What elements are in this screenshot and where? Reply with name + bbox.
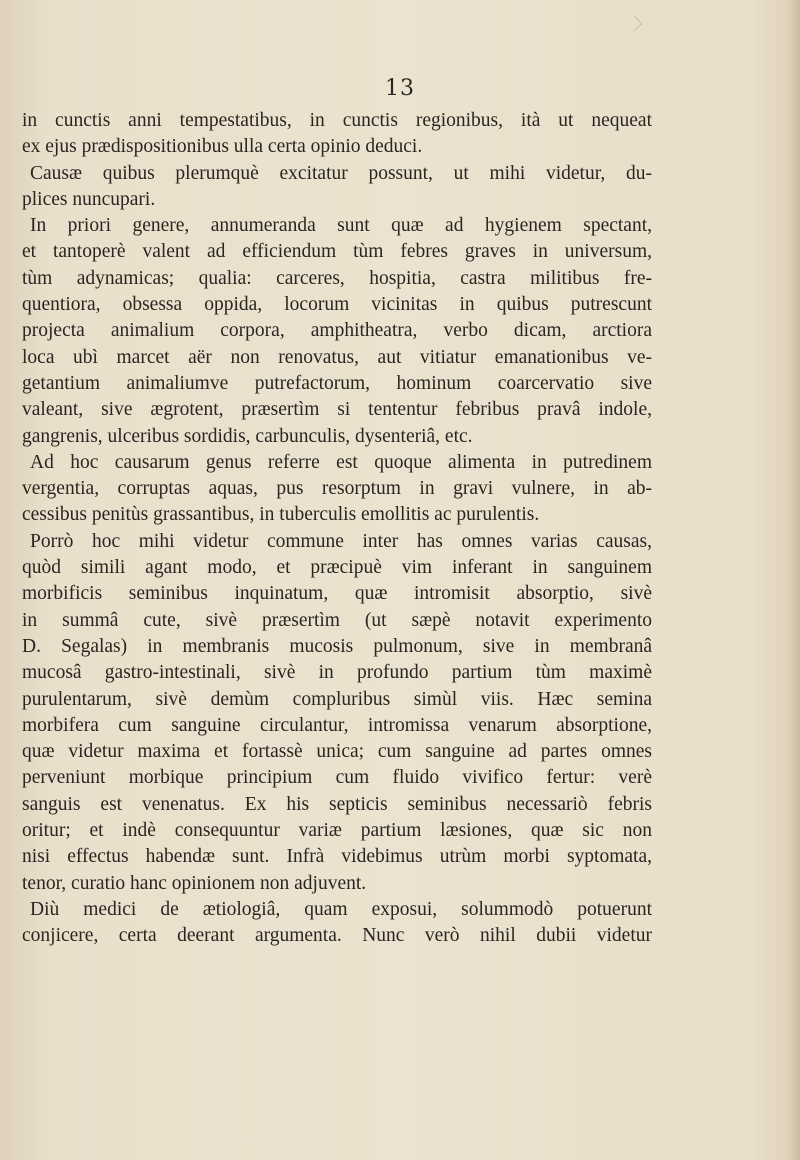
text-line: mucosâ gastro-intestinali, sivè in profundo partium tùm maximè <box>22 662 652 684</box>
paragraph <box>22 108 652 161</box>
text-line: quòd simili agant modo, et præcipuè vim inferant in sanguinem <box>22 557 652 579</box>
text-line: gangrenis, ulceribus sordidis, carbunculis, dysenteriâ, etc. <box>22 425 473 447</box>
text-line: tenor, curatio hanc opinionem non adjuvent. <box>22 872 367 894</box>
text-line: morbificis seminibus inquinatum, quæ intromisit absorptio, sivè <box>22 583 652 605</box>
page-edge-shadow <box>786 0 800 1160</box>
paragraph <box>22 450 652 529</box>
text-line: in summâ cute, sivè præsertìm (ut sæpè notavit experimento <box>22 609 652 631</box>
text-line: sanguis est venenatus. Ex his septicis seminibus necessariò febris <box>22 793 652 815</box>
text-line: In priori genere, annumeranda sunt quæ ad hygienem spectant, <box>30 215 652 237</box>
text-line: ex ejus prædispositionibus ulla certa opinio deduci. <box>22 136 423 158</box>
page-corner-fold <box>627 16 642 31</box>
text-line: loca ubì marcet aër non renovatus, aut vitiatur emanationibus ve- <box>22 346 652 368</box>
text-line: morbifera cum sanguine circulantur, intromissa venarum absorptione, <box>22 714 652 736</box>
text-line: vergentia, corruptas aquas, pus resorptum in gravi vulnere, in ab- <box>22 478 652 500</box>
text-line: perveniunt morbique principium cum fluido vivifico fertur: verè <box>22 767 652 789</box>
text-line: D. Segalas) in membranis mucosis pulmonum, sive in membranâ <box>22 635 652 657</box>
text-line: quæ videtur maxima et fortassè unica; cum sanguine ad partes omnes <box>22 741 652 763</box>
body-text <box>22 108 652 950</box>
text-line: oritur; et indè consequuntur variæ partium læsiones, quæ sic non <box>22 820 652 842</box>
text-line: in cunctis anni tempestatibus, in cunctis regionibus, ità ut nequeat <box>22 110 652 131</box>
paragraph <box>22 529 652 897</box>
text-line: quentiora, obsessa oppida, locorum vicinitas in quibus putrescunt <box>22 294 652 316</box>
text-line: nisi effectus habendæ sunt. Infrà videbimus utrùm morbi syptomata, <box>22 846 652 868</box>
text-line: conjicere, certa deerant argumenta. Nunc verò nihil dubii videtur <box>22 925 652 947</box>
text-line: valeant, sive ægrotent, præsertìm si tententur febribus pravâ indole, <box>22 399 652 421</box>
text-line: et tantoperè valent ad efficiendum tùm febres graves in universum, <box>22 241 652 263</box>
page-number: 13 <box>385 76 415 101</box>
text-line: projecta animalium corpora, amphitheatra, verbo dicam, arctiora <box>22 320 652 342</box>
paragraph <box>22 161 652 214</box>
text-line: cessibus penitùs grassantibus, in tuberculis emollitis ac purulentis. <box>22 504 540 526</box>
text-line: tùm adynamicas; qualia: carceres, hospitia, castra militibus fre- <box>22 267 652 289</box>
text-line: Ad hoc causarum genus referre est quoque alimenta in putredinem <box>30 451 652 473</box>
text-line: Causæ quibus plerumquè excitatur possunt, ut mihi videtur, du- <box>30 162 652 184</box>
paragraph <box>22 213 652 450</box>
text-line: getantium animaliumve putrefactorum, hominum coarcervatio sive <box>22 372 652 394</box>
paragraph <box>22 897 652 950</box>
text-line: Porrò hoc mihi videtur commune inter has omnes varias causas, <box>30 530 652 552</box>
text-line: purulentarum, sivè demùm compluribus simùl viis. Hæc semina <box>22 688 652 710</box>
text-line: Diù medici de ætiologiâ, quam exposui, solummodò potuerunt <box>30 898 652 920</box>
text-line: plices nuncupari. <box>22 188 156 210</box>
